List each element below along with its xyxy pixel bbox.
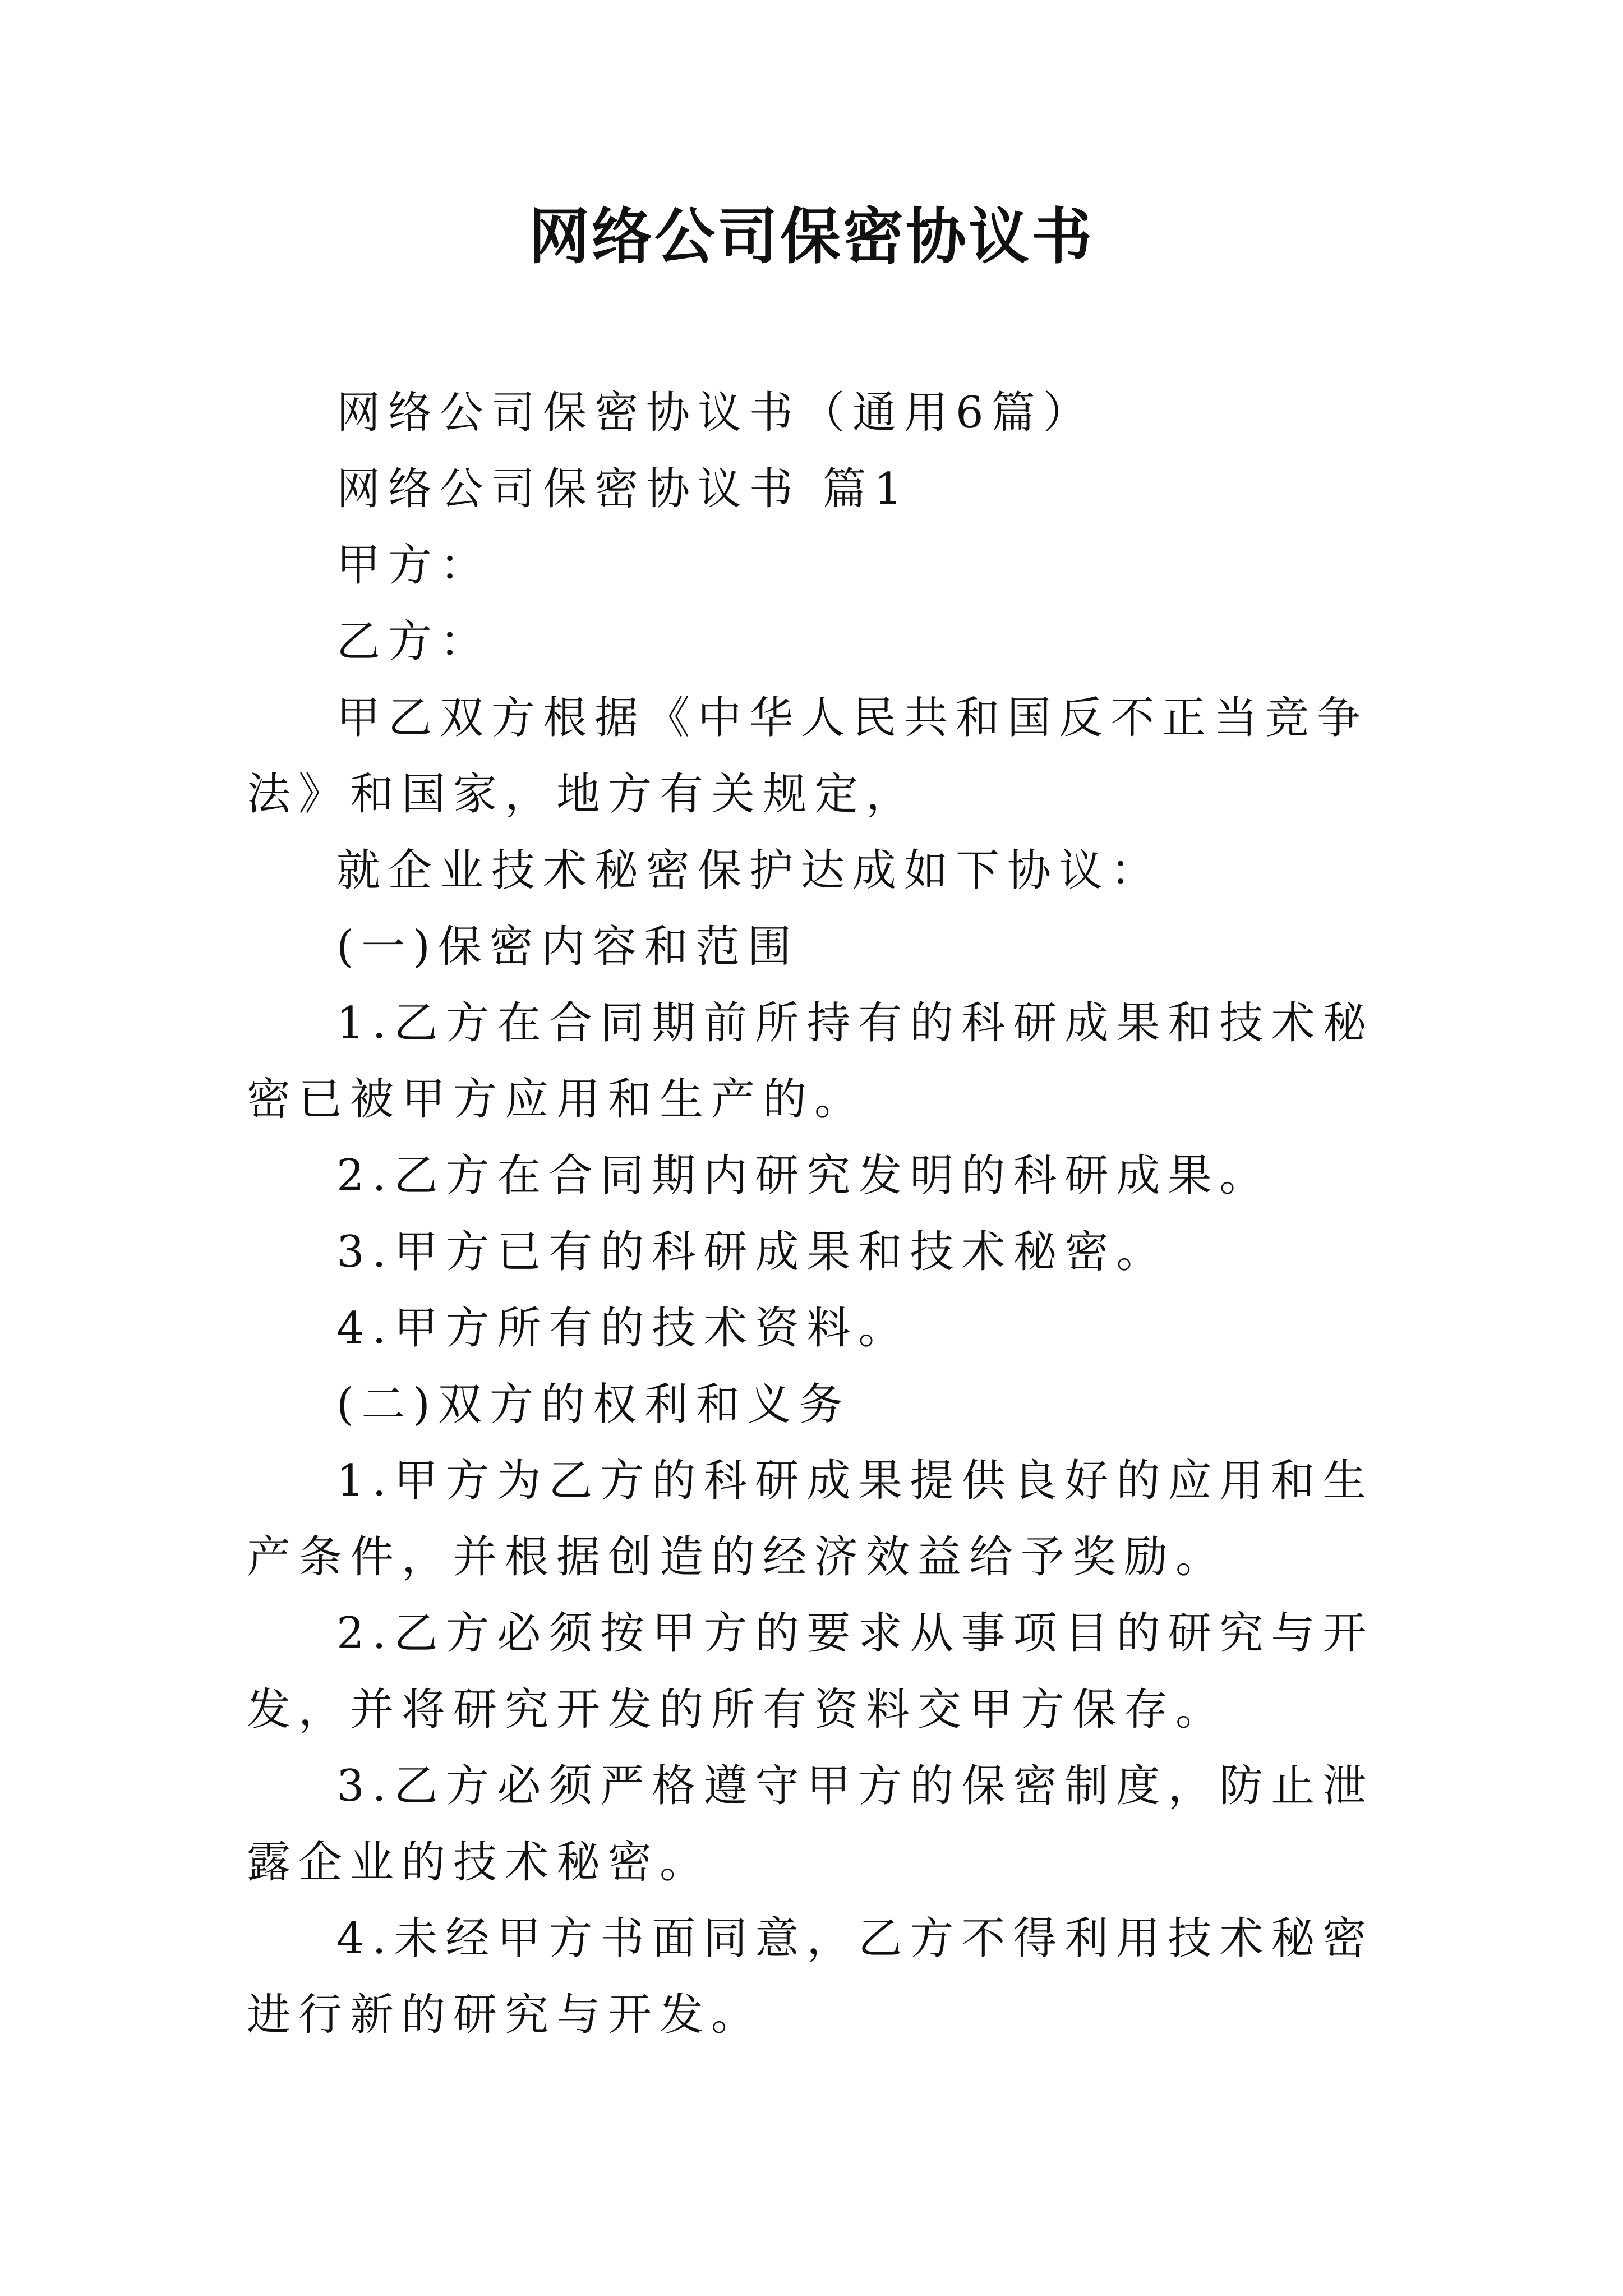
paragraph: 甲乙双方根据《中华人民共和国反不正当竞争法》和国家，地方有关规定， — [247, 693, 1369, 820]
document-body — [247, 375, 1391, 2053]
paragraph: 4.甲方所有的技术资料。 — [336, 1303, 910, 1354]
paragraph: 甲方： — [336, 540, 492, 591]
paragraph: (二)双方的权利和义务 — [336, 1379, 851, 1430]
paragraph: 2.乙方必须按甲方的要求从事项目的研究与开发，并将研究开发的所有资料交甲方保存。 — [247, 1608, 1375, 1735]
paragraph: 网络公司保密协议书（通用6篇） — [336, 388, 1095, 438]
paragraph: 1.甲方为乙方的科研成果提供良好的应用和生产条件，并根据创造的经济效益给予奖励。 — [247, 1456, 1375, 1582]
paragraph: 就企业技术秘密保护达成如下协议： — [336, 845, 1163, 896]
paragraph: 4.未经甲方书面同意，乙方不得利用技术秘密进行新的研究与开发。 — [247, 1913, 1375, 2040]
paragraph: 3.甲方已有的科研成果和技术秘密。 — [336, 1227, 1168, 1277]
paragraph: 网络公司保密协议书 篇1 — [336, 464, 910, 514]
paragraph: 2.乙方在合同期内研究发明的科研成果。 — [336, 1151, 1271, 1201]
document-title: 网络公司保密协议书 — [528, 201, 1094, 272]
paragraph: 乙方： — [336, 616, 492, 667]
paragraph: (一)保密内容和范围 — [336, 922, 799, 972]
paragraph: 3.乙方必须严格遵守甲方的保密制度，防止泄露企业的技术秘密。 — [247, 1761, 1375, 1888]
paragraph: 1.乙方在合同期前所持有的科研成果和技术秘密已被甲方应用和生产的。 — [247, 998, 1375, 1125]
